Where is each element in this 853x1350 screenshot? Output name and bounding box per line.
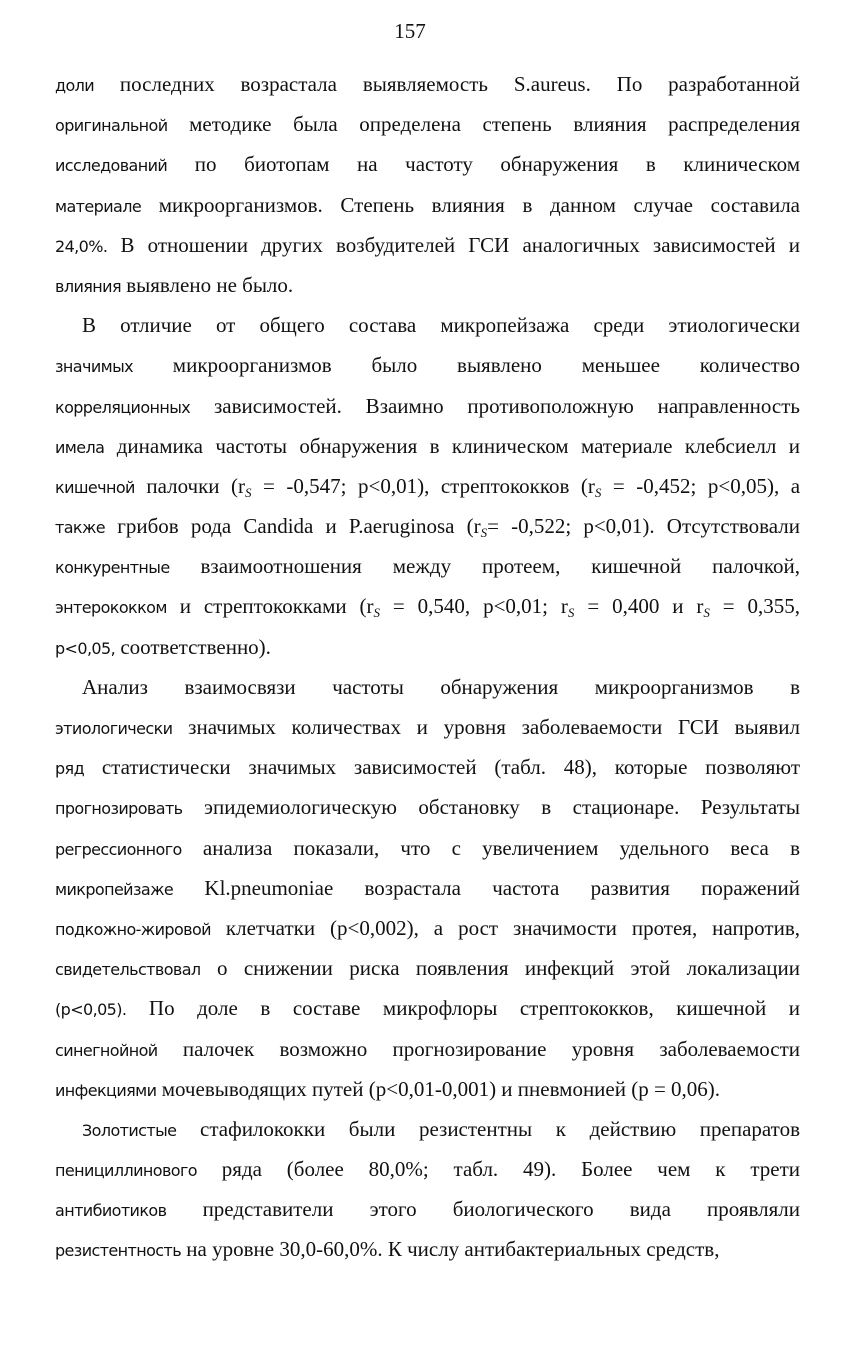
text-run: соответственно). <box>115 634 271 659</box>
text-line <box>55 64 800 104</box>
text-line <box>55 787 800 827</box>
paragraph <box>55 667 800 1109</box>
text-run: по биотопам на частоту обнаружения в клиническом <box>167 152 800 177</box>
text-run: значимых количествах и уровня заболеваемости ГСИ выявил <box>172 715 800 739</box>
text-run: палочки (r <box>134 473 246 498</box>
text-run: микроорганизмов было выявлено меньшее количество <box>133 353 800 378</box>
text-run: ряд <box>55 759 85 779</box>
text-run: последних возрастала выявляемость S.aureus. По разработанной <box>94 72 800 96</box>
text-run: оригинальной <box>55 116 168 136</box>
subscript: S <box>594 484 602 500</box>
text-run: динамика частоты обнаружения в клиническом материале клебсиелл и <box>104 433 800 458</box>
text-run: = -0,522; p<0,01). Отсутствовали <box>487 514 800 539</box>
subscript: S <box>703 605 710 621</box>
text-run: p<0,05, <box>55 638 116 658</box>
text-line <box>55 828 800 868</box>
text-run: пенициллинового <box>55 1161 197 1181</box>
text-run: Золотистые <box>82 1120 177 1140</box>
text-line <box>55 305 800 345</box>
text-line <box>55 948 800 988</box>
text-run: регрессионного <box>55 839 182 859</box>
text-run: значимых <box>55 357 133 377</box>
text-run: статистически значимых зависимостей (табл. 48), которые позволяют <box>84 755 800 780</box>
text-run: взаимоотношения между протеем, кишечной палочкой, <box>169 554 800 579</box>
text-line <box>55 1109 800 1149</box>
text-run: микропейзаже <box>55 879 174 899</box>
text-line <box>55 104 800 144</box>
text-run: Kl.pneumoniae возрастала частота развития поражений <box>173 875 800 900</box>
text-run: (p<0,05). <box>55 1000 127 1020</box>
text-line <box>55 988 800 1028</box>
text-run: конкурентные <box>55 558 170 578</box>
text-run: стафилококки были резистентны к действию препаратов <box>176 1116 800 1141</box>
text-run: имела <box>55 437 105 457</box>
text-run: на уровне 30,0-60,0%. К числу антибактериальных средств, <box>181 1237 720 1262</box>
text-run: также <box>55 518 106 538</box>
body-text <box>55 64 800 1270</box>
text-run: анализа показали, что с увеличением удельного веса в <box>181 835 800 860</box>
text-line <box>55 586 800 626</box>
text-run: клетчатки (p<0,002), а рост значимости протея, напротив, <box>210 915 800 940</box>
text-run: выявлено не было. <box>120 272 294 297</box>
text-run: инфекциями <box>55 1080 157 1100</box>
text-line <box>55 345 800 385</box>
paragraph <box>55 64 800 305</box>
text-run: исследований <box>55 156 168 176</box>
text-line <box>55 506 800 546</box>
text-line <box>55 426 800 466</box>
text-run: В отношении других возбудителей ГСИ аналогичных зависимостей и <box>107 232 800 257</box>
text-run: корреляционных <box>55 397 191 417</box>
text-run: грибов рода Candida и P.aeruginosa (r <box>105 514 481 539</box>
text-run: подкожно-жировой <box>55 919 211 939</box>
text-line <box>55 185 800 225</box>
text-run: кишечной <box>55 477 135 497</box>
text-run: прогнозировать <box>55 799 183 819</box>
text-line <box>55 1029 800 1069</box>
text-line <box>55 908 800 948</box>
text-line <box>55 627 800 667</box>
text-run: = -0,452; p<0,05), а <box>601 473 800 498</box>
text-line <box>55 1069 800 1109</box>
text-run: свидетельствовал <box>55 960 201 980</box>
text-line <box>55 225 800 265</box>
text-run: и стрептококками (r <box>166 594 374 619</box>
text-run: 24,0%. <box>55 236 108 256</box>
text-run: В отличие от общего состава микропейзажа среди этиологически <box>82 313 800 338</box>
text-line <box>55 707 800 747</box>
subscript: S <box>373 605 381 621</box>
text-run: представители этого биологического вида проявляли <box>166 1197 800 1222</box>
page-number: 157 <box>394 19 426 43</box>
text-line <box>55 265 800 305</box>
subscript: S <box>245 484 252 500</box>
text-line <box>55 1229 800 1269</box>
subscript: S <box>567 605 575 621</box>
paragraph <box>55 305 800 667</box>
text-run: микроорганизмов. Степень влияния в данном случае составила <box>141 192 800 217</box>
text-line <box>55 466 800 506</box>
text-run: синегнойной <box>55 1040 158 1060</box>
text-line <box>55 667 800 707</box>
text-run: о снижении риска появления инфекций этой локализации <box>200 956 800 981</box>
text-run: материале <box>55 196 142 216</box>
text-line <box>55 747 800 787</box>
text-run: энтерококком <box>55 598 167 618</box>
text-line <box>55 546 800 586</box>
text-run: этиологически <box>55 719 173 738</box>
text-run: влияния <box>55 276 121 296</box>
text-run: резистентность <box>55 1241 182 1261</box>
text-run: = 0,540, p<0,01; r <box>380 594 568 619</box>
text-run: антибиотиков <box>55 1201 167 1221</box>
text-run: ряда (более 80,0%; табл. 49). Более чем к трети <box>196 1157 800 1182</box>
paragraph <box>55 1109 800 1270</box>
text-run: методике была определена степень влияния распределения <box>167 112 800 137</box>
text-run: зависимостей. Взаимно противоположную направленность <box>190 393 800 418</box>
text-run: = 0,400 и r <box>574 594 704 619</box>
text-line <box>55 868 800 908</box>
text-run: По доле в составе микрофлоры стрептококков, кишечной и <box>126 996 800 1021</box>
text-run: палочек возможно прогнозирование уровня заболеваемости <box>157 1036 800 1061</box>
subscript: S <box>480 525 488 541</box>
text-run: = 0,355, <box>709 594 800 619</box>
text-line <box>55 1149 800 1189</box>
text-run: Анализ взаимосвязи частоты обнаружения микроорганизмов в <box>82 674 800 699</box>
text-line <box>55 144 800 184</box>
text-run: = -0,547; p<0,01), стрептококков (r <box>251 473 595 498</box>
text-run: эпидемиологическую обстановку в стационаре. Результаты <box>182 795 800 820</box>
text-run: доли <box>55 76 95 95</box>
text-line <box>55 386 800 426</box>
text-run: мочевыводящих путей (p<0,01-0,001) и пневмонией (p = 0,06). <box>156 1076 721 1101</box>
text-line <box>55 1189 800 1229</box>
